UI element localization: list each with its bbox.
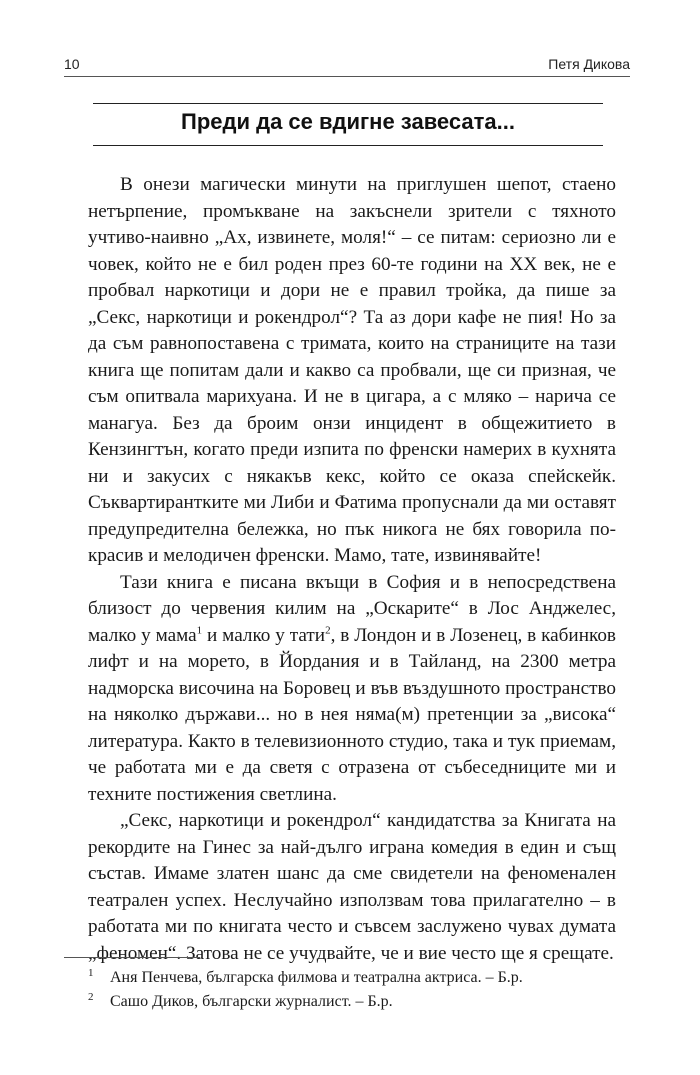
paragraph-3-text: „Секс, наркотици и рокендрол“ кандидатства за Книгата на рекордите на Гинес за най-дълго играна комедия в един и същ състав. Имаме златен шанс да сме свидетели на феноменален театрален успех. Неслучайно използвам това прилагателно – в работата ми по книгата често и съвсем заслужено чувах думата „феномен“. Затова не се учудвайте, че и вие често ще я срещате. (88, 810, 616, 964)
chapter-title: Преди да се вдигне завесата... (181, 109, 515, 134)
paragraph-1 (88, 172, 616, 570)
paragraph-2-text-a: Тази книга е писана вкъщи в София и в непосредствена близост до червения килим на „Оскарите“ в Лос Анджелес, малко у мама (88, 571, 616, 646)
paragraph-2-text-b: и малко у тати (202, 624, 326, 646)
footnote-ref-2[interactable]: 2 (325, 624, 331, 637)
footnote-2: 2 Сашо Диков, български журналист. – Б.р. (88, 990, 393, 1010)
title-rule-top (93, 103, 603, 104)
running-head (64, 50, 630, 74)
footnotes (88, 966, 616, 1014)
paragraph-1-text: В онези магически минути на приглушен шепот, стаено нетърпение, промъкване на закъснели зрители с тяхното учтиво-наивно „Ах, извинете, моля!“ – се питам: сериозно ли е човек, който не е бил роден през 60-те години на XX век, не е пробвал наркотици и дори не е правил тройка, да пише за „Секс, наркотици и рокендрол“? Та аз дори кафе не пия! Но за да съм равнопоставена с тримата, които на страниците на тази книга ще попитам дали и какво са пробвали, ще си призная, че съм опитвала марихуана. И не в цигара, а с мляко – нарича се манагуа. Без да броим онзи инцидент в общежитието в Кензингтън, когато преди изпита по френски намерих в кухнята ни и закусих с някакъв кекс, който се оказа спейскейк. Съквартирантките ми Либи и Фатима пропуснали да ми оставят предупредителна бележка, но пък никога не бях говорила по-красив и мелодичен френски. Мамо, тате, извинявайте! (88, 174, 616, 566)
paragraph-2 (88, 570, 616, 809)
paragraph-3 (88, 808, 616, 967)
footnote-ref-1[interactable]: 1 (196, 624, 203, 637)
footnote-separator (64, 957, 200, 958)
running-head-author: Петя Дикова (548, 56, 630, 72)
page-number: 10 (64, 56, 80, 72)
title-rule-bottom (93, 145, 603, 146)
body-text (88, 172, 616, 967)
footnote-text-1: Аня Пенчева, българска филмова и театрална актриса. – Б.р. (110, 969, 523, 986)
footnote-1: 1 Аня Пенчева, българска филмова и театрална актриса. – Б.р. (88, 966, 523, 986)
footnote-text-2: Сашо Диков, български журналист. – Б.р. (110, 993, 393, 1010)
running-head-rule (64, 76, 630, 77)
paragraph-2-text-c: , в Лондон и в Лозенец, в кабинков лифт и на морето, в Йордания и в Тайланд, на 2300 метра надморска височина на Боровец и във въздушното пространство на няколко държави... но в нея няма(м) претенции за „висока“ литература. Както в телевизионното студио, така и тук приемам, че работата ми е да светя с отразена от събеседниците ми и техните постижения светлина. (88, 624, 616, 805)
